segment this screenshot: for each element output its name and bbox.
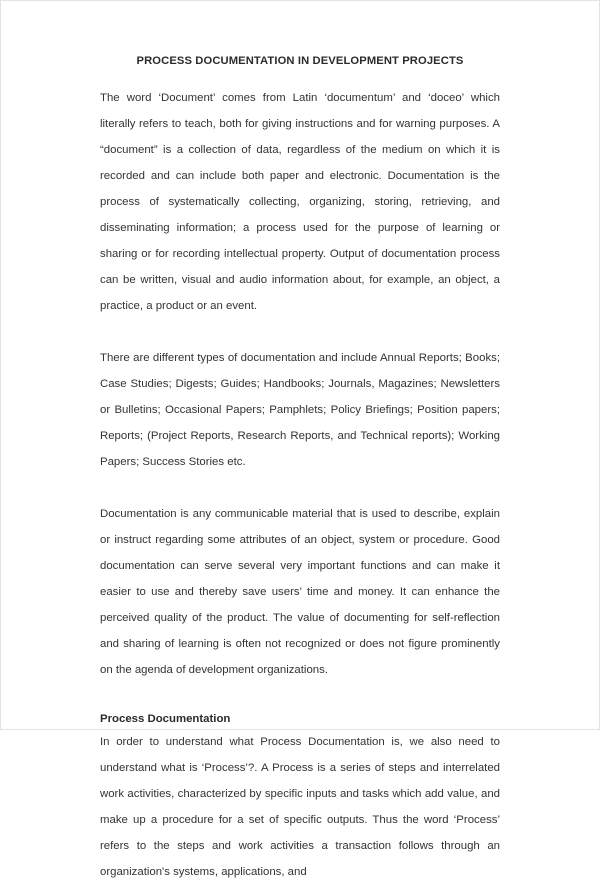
body-paragraph-2: There are different types of documentation and include Annual Reports; Books; Case Studies; Digests; Guides; Handbooks; Journals, Magazines; Newsletters or Bulletins; Occasional Papers; Pamphlets; Policy Briefings; Position papers; Reports; (Project Reports, Research Reports, and Technical reports); Working Papers; Success Stories etc.	[100, 352, 500, 468]
section-body-paragraph: In order to understand what Process Documentation is, we also need to understand what is ‘Process’?. A Process is a series of steps and interrelated work activities, characterized by specific inputs and tasks which add value, and make up a procedure for a set of specific outputs. Thus the word ‘Process’ refers to the steps and work activities a transaction follows through an organization's systems, applications, and	[100, 736, 500, 878]
body-paragraph-3: Documentation is any communicable material that is used to describe, explain or instruct regarding some attributes of an object, system or procedure. Good documentation can serve several very important functions and can make it easier to use and thereby save users’ time and money. It can enhance the perceived quality of the product. The value of documenting for self-reflection and sharing of learning is often not recognized or does not figure prominently on the agenda of development organizations.	[100, 508, 500, 676]
document-title: PROCESS DOCUMENTATION IN DEVELOPMENT PROJECTS	[136, 55, 464, 67]
page-content-area	[100, 51, 500, 878]
section-heading-process-documentation: Process Documentation	[100, 713, 231, 725]
body-paragraph-1: The word ‘Document’ comes from Latin ‘documentum’ and ‘doceo’ which literally refers to teach, both for giving instructions and for warning purposes. A “document” is a collection of data, regardless of the medium on which it is recorded and can include both paper and electronic. Documentation is the process of systematically collecting, organizing, storing, retrieving, and disseminating information; a process used for the purpose of learning or sharing or for recording intellectual property. Output of documentation process can be written, visual and audio information about, for example, an object, a practice, a product or an event.	[100, 92, 500, 312]
